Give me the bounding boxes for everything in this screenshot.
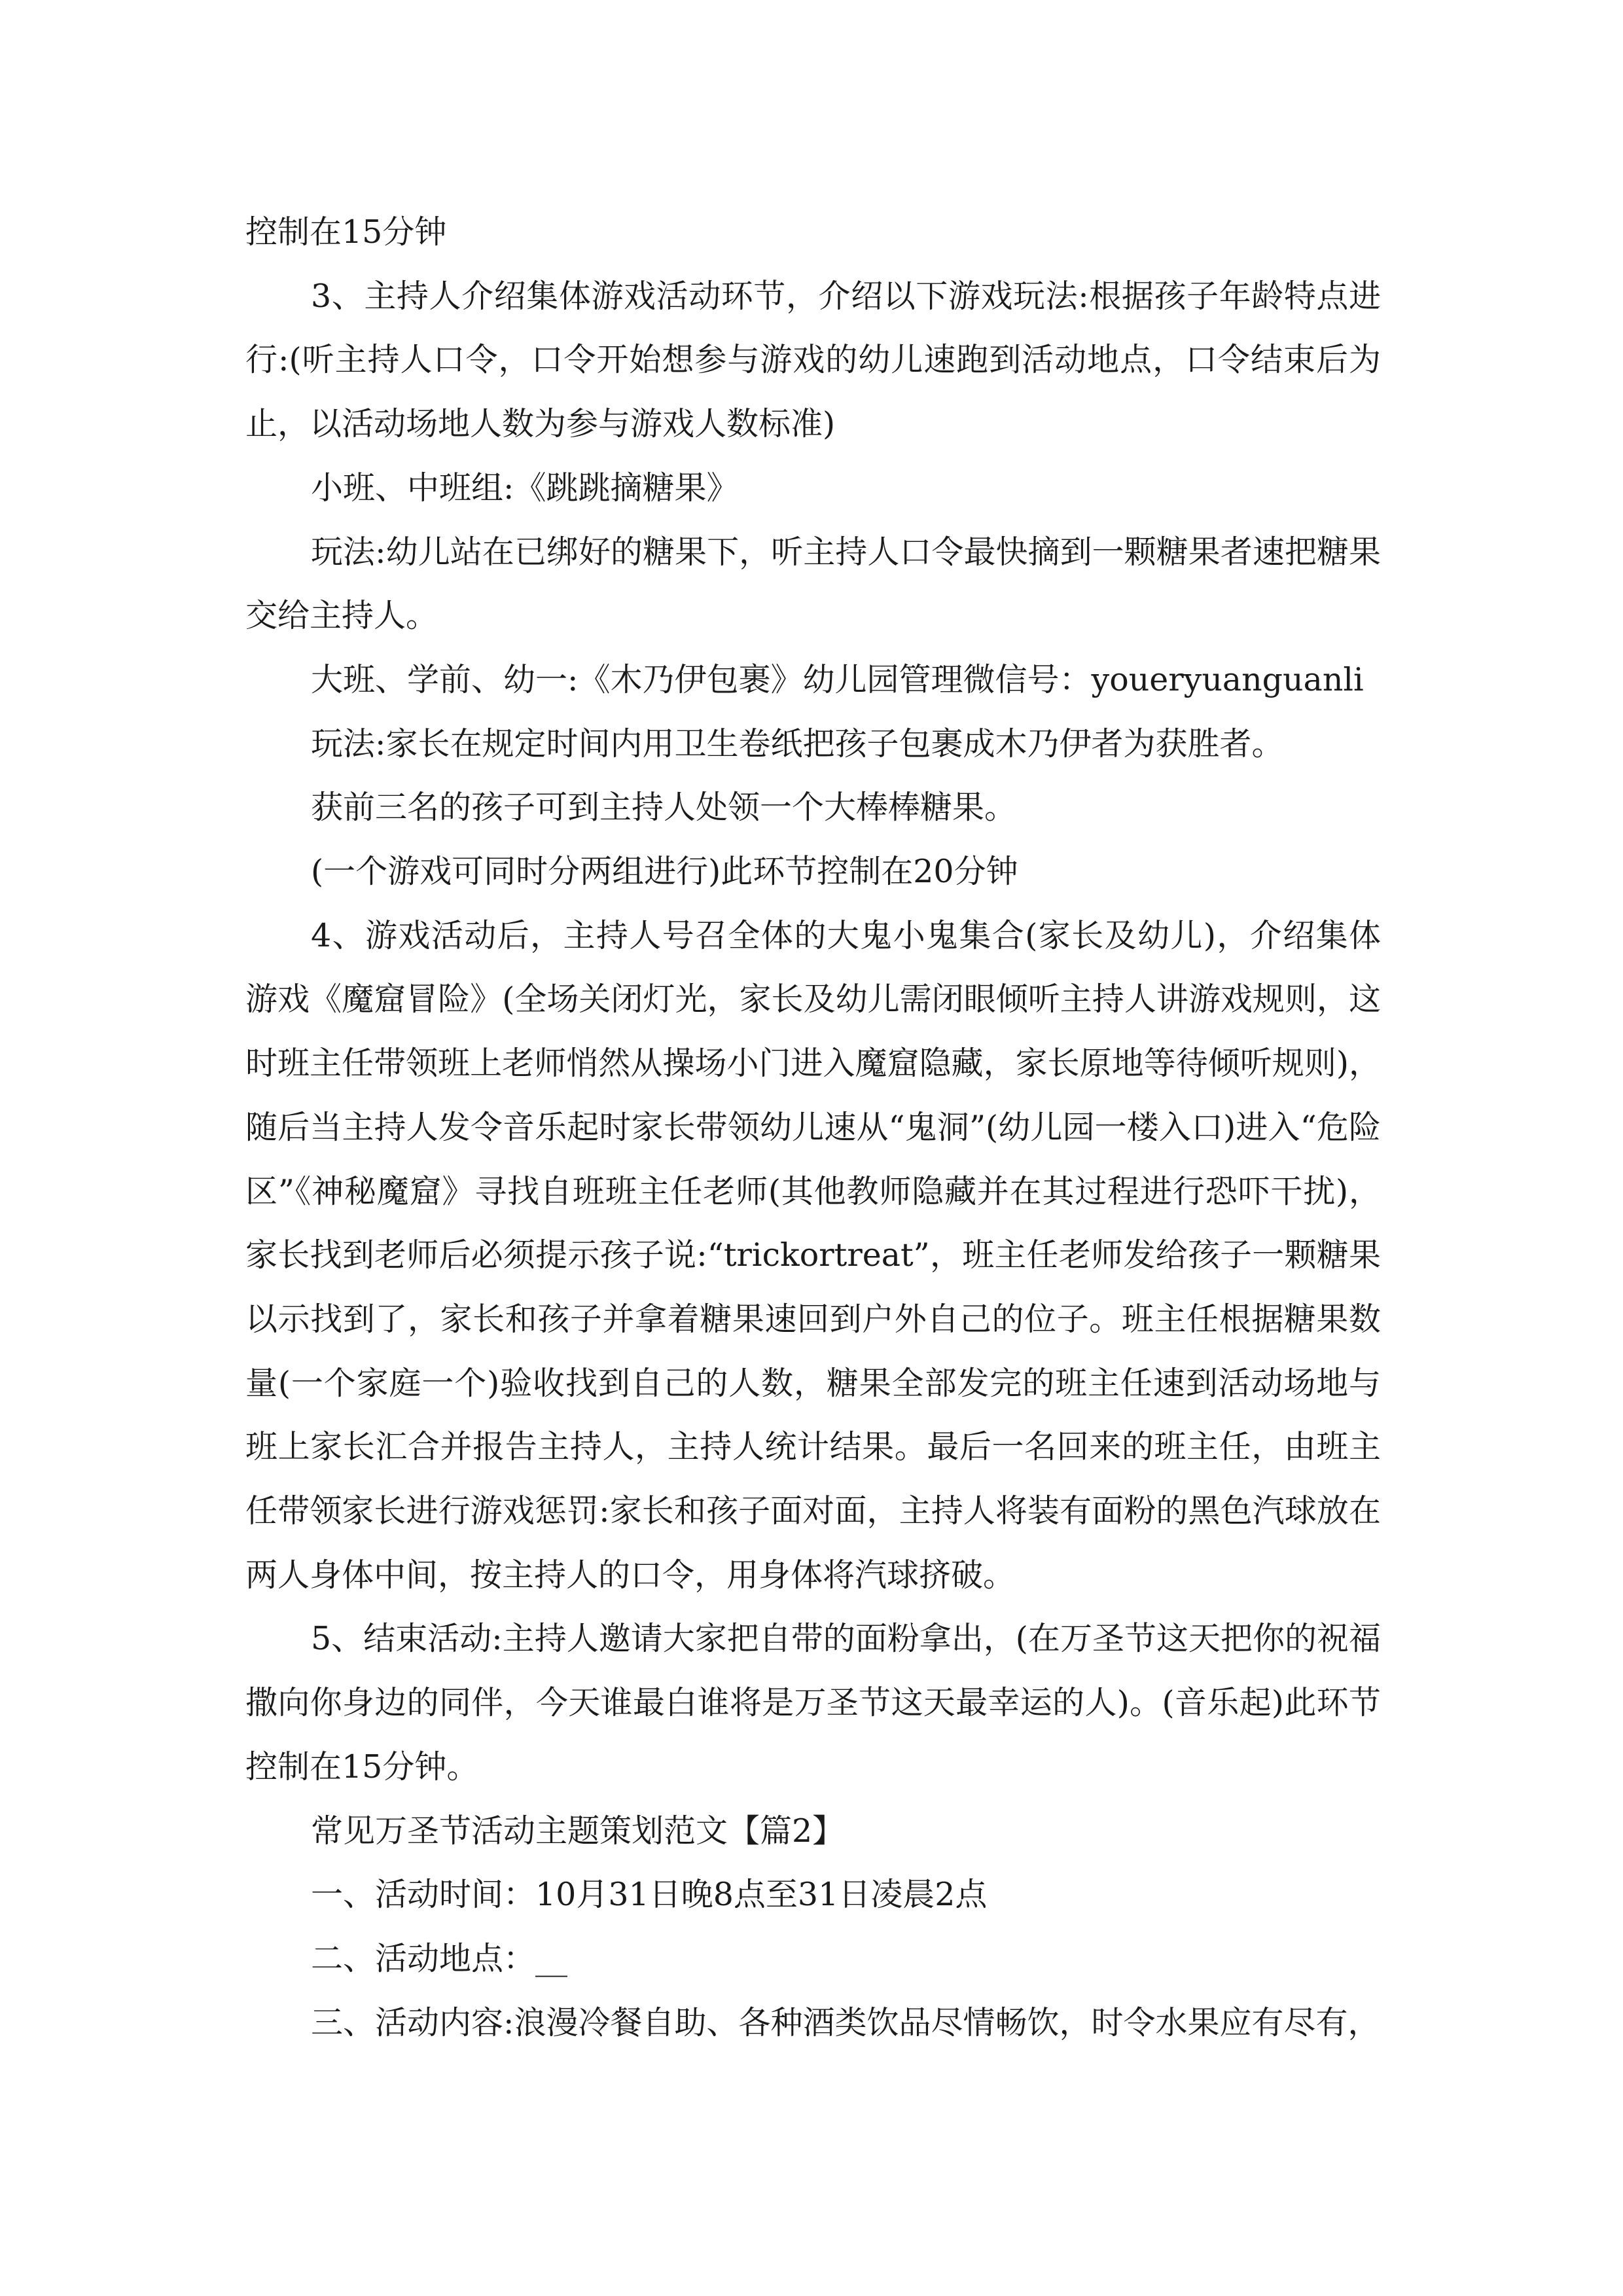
section-heading-part-2: 常见万圣节活动主题策划范文【篇2】 (311, 1812, 845, 1850)
paragraph-activity-time: 一、活动时间：10月31日晚8点至31日凌晨2点 (311, 1876, 988, 1914)
paragraph-rules-mummy: 玩法:家长在规定时间内用卫生卷纸把孩子包裹成木乃伊者为获胜者。 (311, 725, 1284, 762)
paragraph-prize: 获前三名的孩子可到主持人处领一个大棒棒糖果。 (311, 789, 1017, 827)
paragraph-game-big-class: 大班、学前、幼一:《木乃伊包裹》幼儿园管理微信号：youeryuanguanli (311, 660, 1364, 698)
paragraph-step-4: 4、游戏活动后，主持人号召全体的大鬼小鬼集合(家长及幼儿)，介绍集体游戏《魔窟冒险》(全场关闭灯光，家长及幼儿需闭眼倾听主持人讲游戏规则，这时班主任带领班上老师悄然从操场小门进入魔窟隐藏，家长原地等待倾听规则)，随后当主持人发令音乐起时家长带领幼儿速从“鬼洞”(幼儿园一楼入口)进入“危险区”《神秘魔窟》寻找自班班主任老师(其他教师隐藏并在其过程进行恐吓干扰)，家长找到老师后必须提示孩子说:“trickortreat”，班主任老师发给孩子一颗糖果以示找到了，家长和孩子并拿着糖果速回到户外自己的位子。班主任根据糖果数量(一个家庭一个)验收找到自己的人数，糖果全部发完的班主任速到活动场地与班上家长汇合并报告主持人，主持人统计结果。最后一名回来的班主任，由班主任带领家长进行游戏惩罚:家长和孩子面对面，主持人将装有面粉的黑色汽球放在两人身体中间，按主持人的口令，用身体将汽球挤破。 (245, 916, 1381, 1594)
paragraph-step-3: 3、主持人介绍集体游戏活动环节，介绍以下游戏玩法:根据孩子年龄特点进行:(听主持人口令，口令开始想参与游戏的幼儿速跑到活动地点，口令结束后为止，以活动场地人数为参与游戏人数标准) (245, 277, 1381, 443)
paragraph-game-small-class: 小班、中班组:《跳跳摘糖果》 (311, 469, 739, 507)
paragraph-continuation: 控制在15分钟 (245, 213, 447, 251)
paragraph-time-note: (一个游戏可同时分两组进行)此环节控制在20分钟 (311, 853, 1018, 891)
paragraph-activity-location: 二、活动地点：__ (311, 1939, 568, 1977)
paragraph-rules-candy: 玩法:幼儿站在已绑好的糖果下，听主持人口令最快摘到一颗糖果者速把糖果交给主持人。 (245, 533, 1381, 635)
paragraph-step-5: 5、结束活动:主持人邀请大家把自带的面粉拿出，(在万圣节这天把你的祝福撒向你身边的同伴，今天谁最白谁将是万圣节这天最幸运的人)。(音乐起)此环节控制在15分钟。 (245, 1620, 1381, 1785)
document-body (245, 200, 1381, 2054)
paragraph-activity-content: 三、活动内容:浪漫冷餐自助、各种酒类饮品尽情畅饮，时令水果应有尽有， (311, 2003, 1380, 2041)
